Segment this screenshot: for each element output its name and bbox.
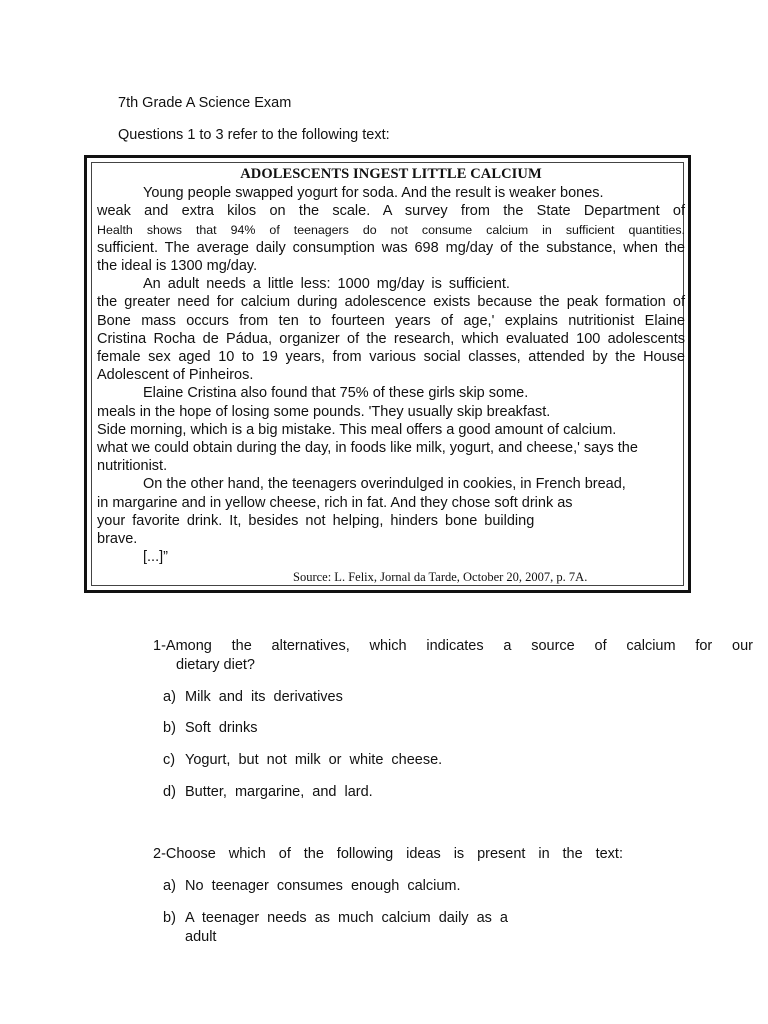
option-text: Milk and its derivatives — [185, 689, 343, 705]
option-text: A teenager needs as much calcium daily as a — [185, 910, 508, 926]
article-line: Cristina Rocha de Pádua, organizer of the research, which evaluated 100 adolescents — [97, 330, 685, 347]
intro-text: Questions 1 to 3 refer to the following text: — [118, 127, 390, 143]
article-line: sufficient. The average daily consumption was 698 mg/day of the substance, when the — [97, 239, 685, 256]
option-letter: c) — [163, 752, 176, 768]
question-1-stem-continued: dietary diet? — [176, 657, 255, 673]
article-line: the greater need for calcium during adolescence exists because the peak formation of — [97, 294, 685, 311]
option-letter: b) — [163, 720, 176, 736]
question-1-option-a — [163, 688, 343, 707]
article-line: Young people swapped yogurt for soda. And the result is weaker bones. — [143, 185, 604, 202]
question-1-stem: 1-Among the alternatives, which indicates a source of calcium for our — [153, 638, 753, 654]
article-line: Health shows that 94% of teenagers do not consume calcium in sufficient quantities. — [97, 222, 685, 237]
option-text: Soft drinks — [185, 720, 258, 736]
option-text: No teenager consumes enough calcium. — [185, 878, 461, 894]
article-line: nutritionist. — [97, 458, 168, 475]
question-2 — [153, 845, 623, 864]
question-2-option-a — [163, 877, 461, 896]
exam-title: 7th Grade A Science Exam — [118, 95, 292, 111]
article-line: brave. — [97, 531, 138, 548]
option-text: Butter, margarine, and lard. — [185, 784, 373, 800]
option-text-continued: adult — [185, 929, 217, 945]
question-1-option-c — [163, 751, 442, 770]
article-line: On the other hand, the teenagers overindulged in cookies, in French bread, — [143, 476, 626, 493]
article-line: in margarine and in yellow cheese, rich in fat. And they chose soft drink as — [97, 494, 573, 511]
question-1 — [153, 637, 753, 675]
option-letter: b) — [163, 910, 176, 926]
article-line: weak and extra kilos on the scale. A survey from the State Department of — [97, 203, 685, 220]
option-letter: a) — [163, 878, 176, 894]
question-2-option-b — [163, 909, 508, 947]
article-line: female sex aged 10 to 19 years, from various social classes, attended by the House — [97, 349, 685, 366]
article-line: the ideal is 1300 mg/day. — [97, 258, 258, 275]
article-line: your favorite drink. It, besides not helping, hinders bone building — [97, 512, 535, 529]
option-letter: a) — [163, 689, 176, 705]
article-line: Bone mass occurs from ten to fourteen years of age,' explains nutritionist Elaine — [97, 312, 685, 329]
option-letter: d) — [163, 784, 176, 800]
article-line: what we could obtain during the day, in foods like milk, yogurt, and cheese,' says the — [97, 440, 638, 457]
option-text: Yogurt, but not milk or white cheese. — [185, 752, 443, 768]
article-line: [...]” — [143, 549, 168, 566]
question-2-stem: 2-Choose which of the following ideas is present in the text: — [153, 846, 623, 862]
article-source: Source: L. Felix, Jornal da Tarde, October 20, 2007, p. 7A. — [293, 570, 588, 585]
article — [97, 165, 685, 587]
article-title: ADOLESCENTS INGEST LITTLE CALCIUM — [240, 166, 542, 182]
article-line: Adolescent of Pinheiros. — [97, 367, 254, 384]
article-line: Elaine Cristina also found that 75% of these girls skip some. — [143, 385, 529, 402]
question-1-option-b — [163, 719, 258, 738]
question-1-option-d — [163, 783, 373, 802]
article-line: Side morning, which is a big mistake. This meal offers a good amount of calcium. — [97, 421, 617, 438]
article-line: An adult needs a little less: 1000 mg/day is sufficient. — [143, 276, 510, 293]
article-line: meals in the hope of losing some pounds. 'They usually skip breakfast. — [97, 403, 551, 420]
